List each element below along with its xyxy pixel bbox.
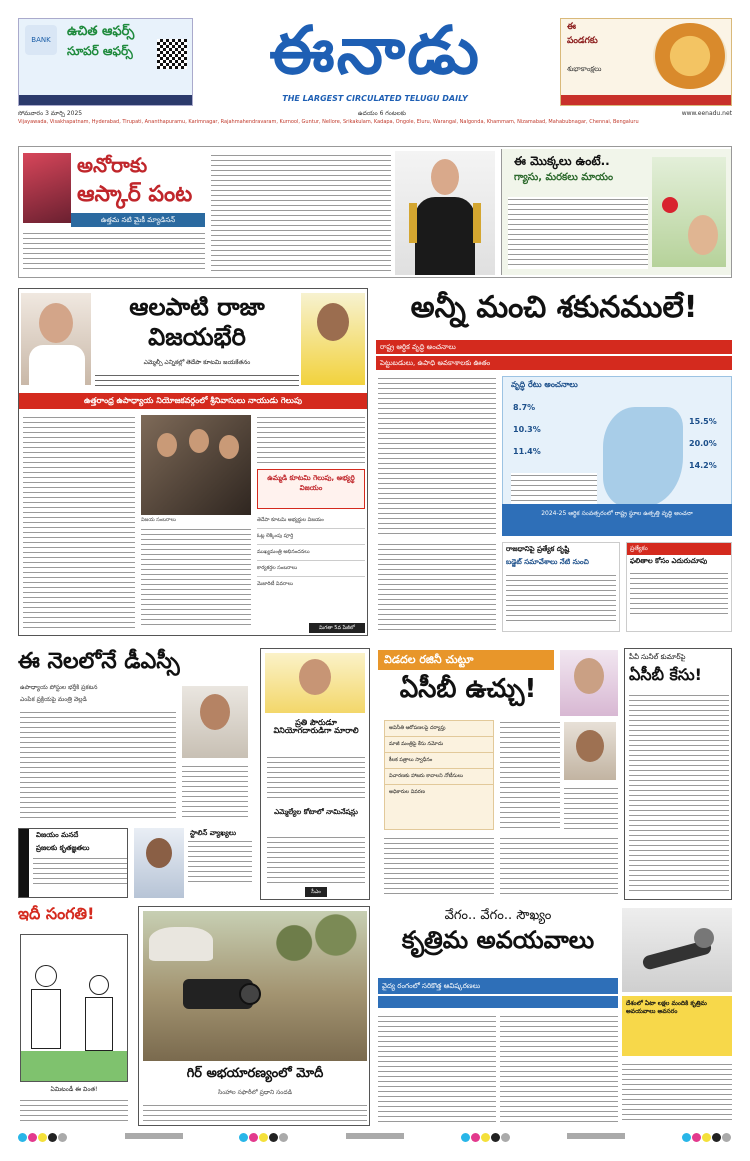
black-dot [491, 1133, 500, 1142]
dsc-headline: ఈ నెలలోనే డీఎస్సీ [18, 649, 180, 674]
modi-text [143, 1103, 367, 1123]
organs-section [378, 906, 732, 1126]
lead-left-section [18, 288, 368, 636]
gray-dot [722, 1133, 731, 1142]
cartoon-caption-text [20, 1098, 128, 1122]
stat-value: 14.2% [689, 461, 717, 470]
dsc-box-right [188, 828, 252, 898]
trees [263, 911, 367, 991]
plant-photo [652, 157, 726, 267]
registration-dots [461, 1127, 511, 1146]
list-item: తెదేపా కూటమి అభ్యర్థుల విజయం [257, 513, 365, 529]
yellow-dot [481, 1133, 490, 1142]
cartoon-section [18, 906, 130, 1126]
stat-value: 8.7% [513, 403, 536, 412]
oscars-side-box [501, 149, 731, 275]
prosthetic-photo [622, 908, 732, 992]
acb-bullets [384, 720, 494, 830]
price-text: ఉదయం 6 గంటలకు [357, 110, 406, 117]
gray-bar [125, 1133, 183, 1139]
magenta-dot [28, 1133, 37, 1142]
acb-text-right [564, 786, 618, 830]
lead-left-list [257, 513, 365, 617]
lead-right-deck-2: పెట్టుబడులు, ఉపాధి అవకాశాలకు ఊతం [376, 356, 732, 370]
dsc-bullet-2: ఎంపిక ప్రక్రియపై మంత్రి వెల్లడి [20, 696, 87, 703]
dsc-box-1: విజయం మనదే [36, 831, 79, 839]
organs-text-3 [622, 1062, 732, 1122]
lead-left-col-1 [23, 415, 135, 629]
organs-yellow-box [622, 996, 732, 1056]
yellow-box-text: దేశంలో ఏటా లక్షల మందికి కృత్రిమ అవయవాలు అవసరం [626, 1000, 707, 1015]
organs-kicker: వేగం.. వేగం.. సౌఖ్యం [444, 908, 552, 923]
anora-photo [23, 153, 71, 223]
ad-headline-1: ఉచిత ఆఫర్స్ [67, 24, 135, 39]
side-headline-2: గ్యాసు, మరకలు మాయం [514, 172, 614, 183]
oscars-left-text [23, 231, 205, 273]
cartoon-body-right [85, 997, 113, 1051]
prosthetic-joint [694, 928, 714, 948]
sub-mid-headline: బడ్జెట్ సమావేశాలు నేటి నుంచి [506, 558, 589, 567]
cartoon-figure-right [89, 975, 109, 995]
cm-sub: ఎమ్మెల్యేల కోటాలో నామినేషన్లు [274, 808, 358, 816]
oscars-section [18, 146, 732, 278]
ad-right-footer [561, 95, 731, 105]
lead-right-deck-1: రాష్ట్ర ఆర్థిక వృద్ధి అంచనాలు [376, 340, 732, 354]
cartoon-ground [21, 1051, 127, 1081]
side-text [508, 197, 648, 269]
dsc-section [18, 648, 252, 900]
person-face [189, 429, 209, 453]
red-box [257, 469, 365, 509]
qr-code-icon [157, 39, 187, 69]
side-headline-1: ఈ మొక్కలు ఉంటే.. [514, 154, 610, 168]
acb-bullet: కీలక పత్రాలు స్వాధీనం [385, 753, 493, 769]
lead-right-col-1 [378, 376, 496, 536]
dsc-box-right-text [188, 839, 252, 885]
officer-photo [564, 722, 616, 780]
woman-face [688, 215, 718, 255]
cm-face [299, 659, 331, 695]
sub-right-headline: ఫలితాల కోసం ఎదురుచూపు [630, 557, 708, 565]
editions-strip: Vijayawada, Visakhapatnam, Hyderabad, Tirupati, Ananthapuramu, Karimnagar, Rajahmahendravaram, Kurnool, Guntur, Nellore, Srikakulam, Kadapa, Ongole, Eluru, Warangal, Nalgonda, Khammam, Nizamabad, Mahabubnagar, Chennai, Bengaluru [18, 119, 639, 125]
color-registration-marks [18, 1130, 732, 1142]
modi-caption: గిర్ అభయారణ్యంలో మోదీ [186, 1066, 324, 1081]
acb-right-kicker: పీవీ సునీల్ కుమార్‌పై [629, 653, 686, 661]
list-item: ఓట్ల లెక్కింపు పూర్తి [257, 529, 365, 545]
map-title: వృద్ధి రేటు అంచనాలు [511, 380, 578, 389]
alapati-photo [21, 293, 91, 385]
organs-headline: కృత్రిమ అవయవాలు [401, 926, 595, 954]
oscars-headline-1: అనోరాకు [77, 153, 148, 177]
yellow-dot [702, 1133, 711, 1142]
camera-lens [239, 983, 261, 1005]
winner-face [431, 159, 459, 195]
black-dot [712, 1133, 721, 1142]
registration-dots [682, 1127, 732, 1146]
person-face [219, 435, 239, 459]
registration-dots [239, 1127, 289, 1146]
sub-story-right [626, 542, 732, 632]
stat-value: 20.0% [689, 439, 717, 448]
gray-dot [58, 1133, 67, 1142]
acb-text-bottom-1 [384, 836, 494, 896]
acb-right-section [624, 648, 732, 900]
gray-dot [501, 1133, 510, 1142]
red-box-text: ఉమ్మడి కూటమి గెలుపు, అభ్యర్థి విజయం [267, 474, 355, 492]
masthead-ad-right[interactable] [560, 18, 732, 106]
dsc-box-3: స్టాలిన్ వ్యాఖ్యలు [190, 829, 237, 837]
web-address[interactable]: www.eenadu.net [681, 110, 732, 117]
lead-left-col-2 [141, 527, 251, 629]
masthead-tagline: THE LARGEST CIRCULATED TELUGU DAILY [282, 94, 468, 103]
organs-text-1 [378, 1014, 496, 1122]
rajini-face [574, 658, 604, 694]
cm-tag: సీఎం [305, 887, 327, 897]
magenta-dot [692, 1133, 701, 1142]
acb-kicker: విడదల రజినీ చుట్టూ [378, 650, 554, 670]
red-strip: ఉత్తరాంధ్ర ఉపాధ్యాయ నియోజకవర్గంలో శ్రీనివాసులు నాయుడు గెలుపు [19, 393, 367, 409]
lead-left-col-3-top [257, 415, 365, 465]
dsc-bullet-1: ఉపాధ్యాయ పోస్టుల భర్తీకి ప్రకటన [20, 684, 98, 691]
person-face [157, 433, 177, 457]
modi-section [138, 906, 370, 1126]
black-dot [48, 1133, 57, 1142]
black-dot [269, 1133, 278, 1142]
minister-photo [182, 686, 248, 758]
safari-hat [149, 927, 213, 961]
stalin-photo [134, 828, 184, 898]
stat-value: 10.3% [513, 425, 541, 434]
oscar-winner-photo [395, 151, 495, 275]
list-item: మెజారిటీ వివరాలు [257, 581, 294, 587]
alapati-face [39, 303, 73, 343]
state-map [603, 407, 683, 507]
stat-value: 15.5% [689, 417, 717, 426]
yellow-dot [38, 1133, 47, 1142]
ad-food-image [653, 23, 727, 89]
date-text: సోమవారం 3 మార్చి 2025 [18, 110, 83, 117]
masthead-logo[interactable]: ఈనాడు [269, 12, 481, 89]
organs-text-2 [500, 1014, 618, 1122]
cm-sub-text [267, 835, 365, 883]
sub-left-headline: రాజధానిపై ప్రత్యేక దృష్టి [506, 545, 570, 553]
acb-text-bottom-2 [500, 836, 618, 896]
registration-dots [18, 1127, 68, 1146]
lead-left-headline-2: విజయభేరి [148, 323, 246, 351]
candidate-photo [301, 293, 365, 385]
cm-photo [265, 653, 365, 713]
dsc-text-1 [20, 710, 176, 820]
winner-suit [415, 197, 475, 275]
cartoon-title: ఇదీ సంగతి! [18, 904, 95, 923]
lead-right-headline: అన్నీ మంచి శకునములే! [410, 290, 698, 325]
masthead-ad-left[interactable] [18, 18, 193, 106]
dsc-text-2 [182, 764, 248, 820]
list-item: ముఖ్యమంత్రి అభినందనలు [257, 545, 365, 561]
lead-left-headline-1: ఆలపాటి రాజా [129, 293, 265, 321]
ad-right-line-2: పండగకు [567, 36, 598, 46]
acb-bullet: అవినీతి ఆరోపణలపై దర్యాప్తు [385, 721, 493, 737]
cartoon-image [20, 934, 128, 1082]
stalin-face [146, 838, 172, 868]
lead-left-subdeck [95, 373, 299, 387]
ad-right-line-3: శుభాకాంక్షలు [567, 65, 602, 73]
sub-story-left [502, 542, 620, 632]
masthead [0, 0, 750, 128]
oscars-strip: ఉత్తమ నటి మైకీ మ్యాడిసన్ [71, 213, 205, 227]
cyan-dot [682, 1133, 691, 1142]
list-item: కార్యకర్తల సంబరాలు [257, 561, 365, 577]
candidate-face [317, 303, 349, 341]
cartoon-caption: ఏమిటండీ ఈ వింత! [50, 1086, 98, 1093]
acb-bullet: మాజీ మంత్రిపై కేసు నమోదు [385, 737, 493, 753]
lead-left-deck: ఎమ్మెల్సీ ఎన్నికల్లో తెదేపా కూటమి జయకేతనం [143, 359, 251, 366]
rajini-photo [560, 650, 618, 716]
sub-right-kicker: ప్రత్యేకం [627, 543, 731, 555]
acb-text-mid [500, 720, 560, 830]
cm-quote: ప్రతి పౌరుడూ వినియోగదారుడిగా మారాలి [273, 718, 359, 736]
officer-face [576, 730, 604, 762]
cyan-dot [18, 1133, 27, 1142]
gray-dot [279, 1133, 288, 1142]
photo-caption: విజయ సంబరాలు [141, 517, 176, 523]
dsc-box-left [18, 828, 128, 898]
masthead-date-line [18, 110, 732, 118]
organs-blue-bar-2 [378, 996, 618, 1008]
acb-section [378, 648, 618, 900]
sub-left-text [506, 573, 616, 621]
celebration-photo [141, 415, 251, 515]
gray-bar [346, 1133, 404, 1139]
ad-logo: BANK [25, 25, 57, 55]
magenta-dot [471, 1133, 480, 1142]
cartoon-body-left [31, 989, 61, 1049]
cm-section [260, 648, 370, 900]
vertical-tag [19, 829, 29, 897]
modi-photo [143, 911, 367, 1061]
lead-right-col-2 [378, 542, 496, 632]
organs-blue-bar: వైద్య రంగంలో సరికొత్త ఆవిష్కరణలు [378, 978, 618, 994]
acb-bullet: విచారణకు హాజరు కావాలని నోటీసులు [385, 769, 493, 785]
yellow-dot [259, 1133, 268, 1142]
sub-right-text [630, 571, 728, 617]
lead-right-section [376, 288, 732, 636]
alapati-shirt [29, 345, 85, 385]
oscar-statuette-icon [473, 203, 481, 243]
oscars-mid-text [211, 153, 391, 273]
minister-face [200, 694, 230, 730]
oscar-statuette-icon [409, 203, 417, 243]
magenta-dot [249, 1133, 258, 1142]
acb-headline: ఏసీబీ ఉచ్చు! [399, 674, 537, 704]
dsc-box-2: ప్రజలకు కృతజ్ఞతలు [36, 844, 90, 853]
acb-bullet: అధికారుల వివరణ [389, 789, 425, 795]
dsc-box-text [33, 856, 127, 886]
modi-sub: సింహాల సఫారీలో ప్రధాని సందడి [217, 1089, 293, 1096]
ad-headline-2: సూపర్ ఆఫర్స్ [67, 44, 133, 58]
ad-right-line-1: ఈ [567, 22, 576, 32]
cartoon-figure-left [35, 965, 57, 987]
cyan-dot [461, 1133, 470, 1142]
oscars-headline-2: ఆస్కార్ పంట [77, 182, 193, 207]
continued-tag[interactable]: మిగతా 5వ పేజీలో [309, 623, 365, 633]
stat-value: 11.4% [513, 447, 541, 456]
gray-bar [567, 1133, 625, 1139]
acb-right-text [629, 693, 729, 893]
flower-icon [662, 197, 678, 213]
acb-right-headline: ఏసీబీ కేసు! [629, 665, 702, 684]
ad-footer [19, 95, 192, 105]
cm-text [267, 755, 365, 801]
lead-right-blue-bar: 2024-25 ఆర్థిక సంవత్సరంలో రాష్ట్ర స్థూల ఉత్పత్తి వృద్ధి అంచనా [502, 504, 732, 536]
cyan-dot [239, 1133, 248, 1142]
